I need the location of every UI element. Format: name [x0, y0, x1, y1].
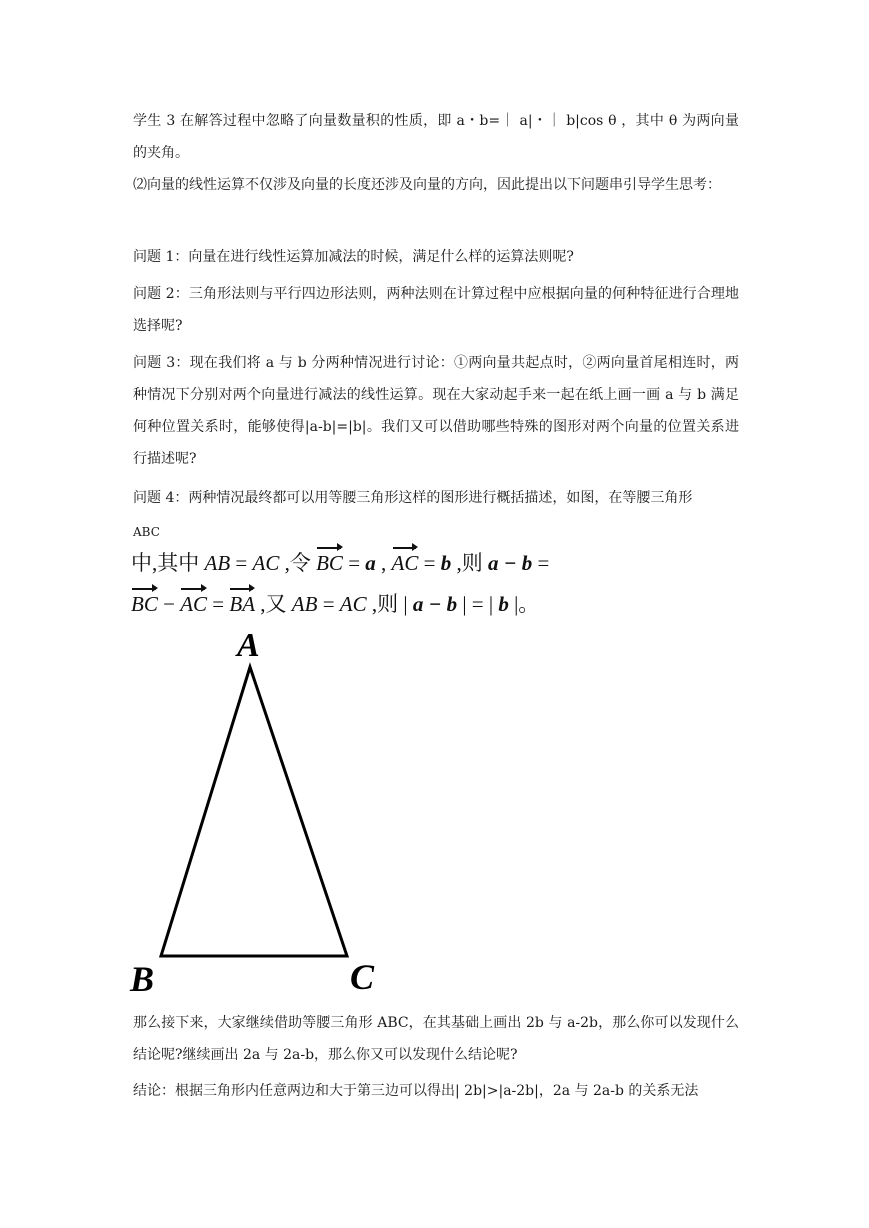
paragraph-linear-operation: ⑵向量的线性运算不仅涉及向量的长度还涉及向量的方向，因此提出以下问题串引导学生思考：: [133, 177, 721, 193]
formula-text: 中,其中: [131, 551, 200, 575]
formula-segment: AB: [204, 551, 231, 575]
paragraph-question-2: 问题 2：三角形法则与平行四边形法则，两种法则在计算过程中应根据向量的何种特征进行合理地选择呢?: [133, 286, 739, 334]
vector-a-minus-b: a − b: [487, 551, 533, 575]
paragraph-conclusion: 结论：根据三角形内任意两边和大于第三边可以得出| 2b|>|a-2b|，2a 与 2a-b 的关系无法: [133, 1083, 699, 1099]
vector-a-minus-b: a − b: [412, 592, 458, 616]
formula-segment: AC: [252, 551, 280, 575]
vector-bc: BC: [316, 546, 343, 580]
formula-text: | = |: [462, 592, 499, 616]
paragraph-student3: 学生 3 在解答过程中忽略了向量数量积的性质，即 a・b=｜ a|・｜ b|cos θ ，其中 θ 为两向量的夹角。: [133, 113, 739, 161]
vector-bc: BC: [131, 587, 158, 621]
formula-text: =: [235, 551, 253, 575]
formula-segment: AB: [291, 592, 318, 616]
formula-text: ,则 |: [371, 592, 413, 616]
formula-text: |。: [514, 592, 540, 616]
paragraph-question-3: 问题 3：现在我们将 a 与 b 分两种情况进行讨论：①两向量共起点时，②两向量首尾相连时，两种情况下分别对两个向量进行减法的线性运算。现在大家动起手来一起在纸上画一画 a 与 b 满足何种位置关系时，能够使得|a-b|=|b|。我们又可以借助哪些特殊的图形对两个向量的位置关系进行描述呢?: [133, 355, 739, 467]
formula-text: ,则: [456, 551, 488, 575]
formula-text: =: [212, 592, 230, 616]
formula-text: =: [423, 551, 441, 575]
formula-text: −: [163, 592, 181, 616]
formula-line-2: [131, 587, 539, 621]
vertex-label-a: A: [237, 627, 260, 664]
vector-a: a: [365, 551, 376, 575]
formula-text: =: [348, 551, 366, 575]
paragraph-next-step: 那么接下来，大家继续借助等腰三角形 ABC，在其基础上画出 2b 与 a-2b，那么你可以发现什么结论呢?继续画出 2a 与 2a-b，那么你又可以发现什么结论呢?: [133, 1015, 739, 1063]
vector-b: b: [440, 551, 452, 575]
formula-text: ,: [381, 551, 387, 575]
isosceles-triangle-figure: [120, 620, 390, 1000]
triangle-abc: [161, 667, 347, 956]
formula-text: ,令: [284, 551, 311, 575]
vertex-label-b: B: [130, 959, 155, 999]
formula-text: =: [537, 551, 550, 575]
vertex-label-c: C: [350, 957, 375, 997]
paragraph-question-4-tail: ABC: [133, 525, 160, 539]
formula-text: =: [322, 592, 340, 616]
vector-ba: BA: [229, 587, 255, 621]
vector-b: b: [498, 592, 509, 616]
vector-ac: AC: [180, 587, 207, 621]
formula-text: ,又: [260, 592, 292, 616]
paragraph-question-4: 问题 4：两种情况最终都可以用等腰三角形这样的图形进行概括描述，如图，在等腰三角形: [133, 490, 693, 506]
vector-ac: AC: [392, 546, 419, 580]
paragraph-question-1: 问题 1：向量在进行线性运算加减法的时候，满足什么样的运算法则呢?: [133, 249, 574, 265]
formula-line-1: [131, 546, 549, 580]
formula-segment: AC: [339, 592, 367, 616]
